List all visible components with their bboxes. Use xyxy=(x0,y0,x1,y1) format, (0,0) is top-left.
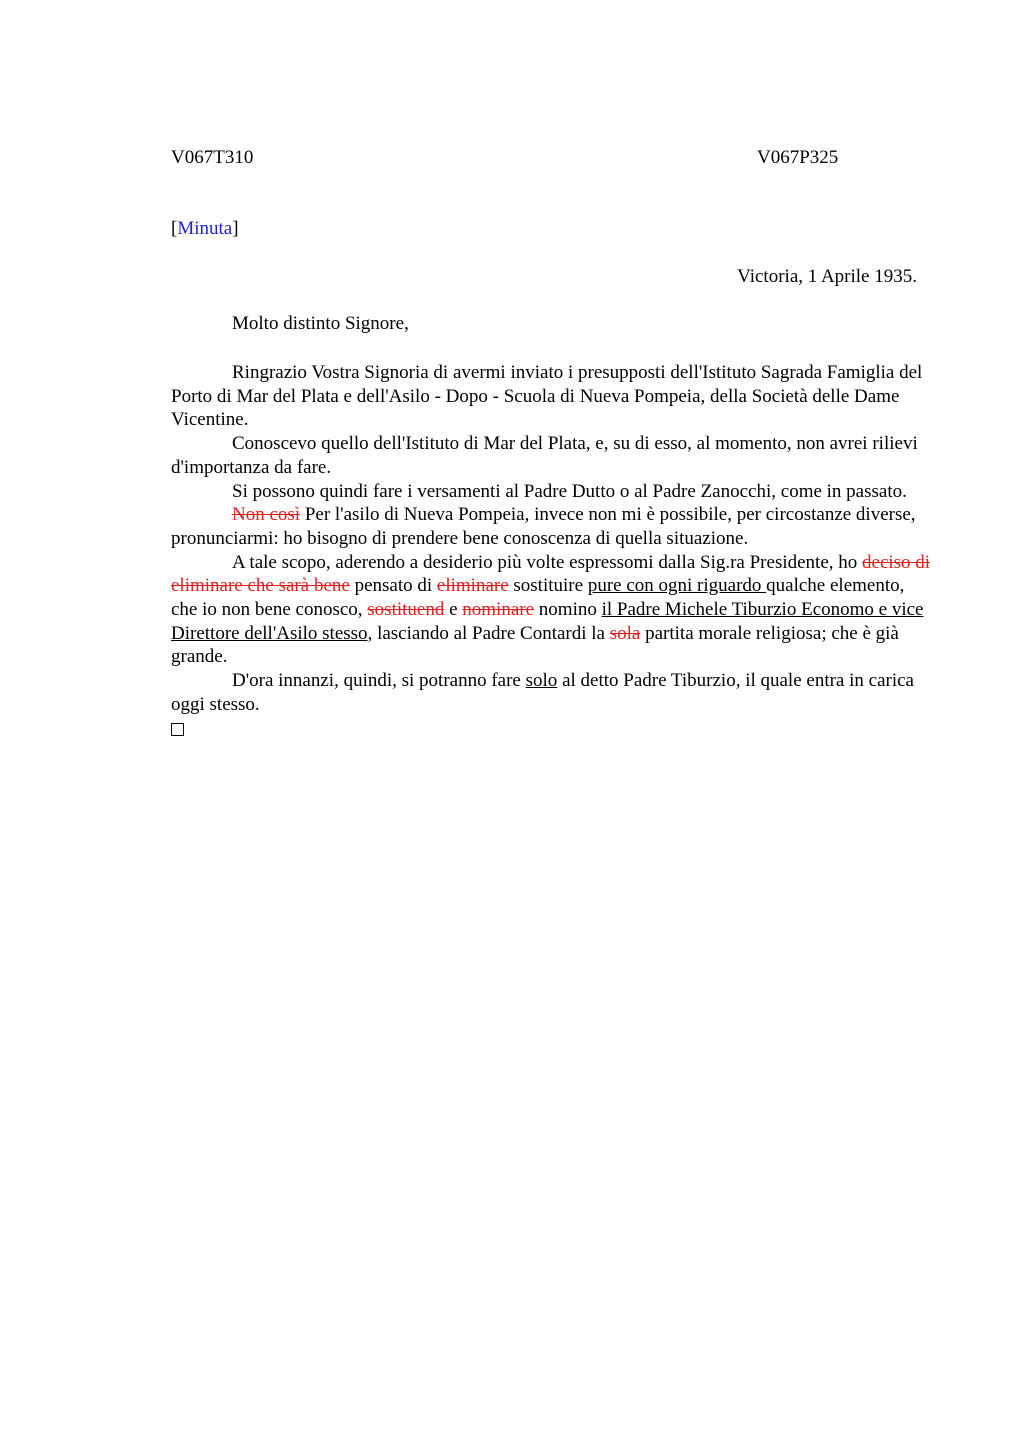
deleted-text: eliminare xyxy=(436,575,509,597)
paragraph-5 xyxy=(171,551,931,670)
document-reference-right: V067P325 xyxy=(757,147,839,168)
paragraph-text: , lasciando al Padre Contardi la xyxy=(367,622,610,644)
paragraph-text: nomino xyxy=(534,599,602,621)
paragraph-text: qualche elemento, che io non bene conosco, xyxy=(171,575,905,621)
bracket-open: [ xyxy=(171,218,178,239)
letter-body xyxy=(171,361,931,736)
paragraph-3: Si possono quindi fare i versamenti al Padre Dutto o al Padre Zanocchi, come in passato. xyxy=(232,480,907,502)
letter-date: Victoria, 1 Aprile 1935. xyxy=(737,266,917,287)
minuta-text: Minuta xyxy=(177,218,233,239)
deleted-text: deciso di eliminare che sarà bene xyxy=(171,551,931,597)
deleted-text: Non così xyxy=(232,504,301,526)
paragraph-2: Conoscevo quello dell'Istituto di Mar del Plata, e, su di esso, al momento, non avrei rilievi d'importanza da fare. xyxy=(171,433,918,478)
document-reference-left: V067T310 xyxy=(171,147,254,168)
paragraph-text: sostituire xyxy=(508,575,588,597)
paragraph-text: D'ora innanzi, quindi, si potranno fare xyxy=(232,670,526,692)
bracket-close: ] xyxy=(232,218,239,239)
paragraph-text: A tale scopo, aderendo a desiderio più volte espressomi dalla Sig.ra Presidente, ho xyxy=(232,551,863,573)
deleted-text: nominare xyxy=(462,599,535,621)
deleted-text: sola xyxy=(609,622,641,644)
salutation: Molto distinto Signore, xyxy=(232,313,409,334)
inserted-text: solo xyxy=(525,670,558,692)
paragraph-text: e xyxy=(444,599,463,621)
paragraph-1: Ringrazio Vostra Signoria di avermi inviato i presupposti dell'Istituto Sagrada Famiglia del Porto di Mar del Plata e dell'Asilo - Dopo - Scuola di Nueva Pompeia, della Società delle Dame Vicentine. xyxy=(171,362,923,431)
inserted-text: pure con ogni riguardo xyxy=(587,575,767,597)
paragraph-4 xyxy=(171,503,931,550)
paragraph-text: Per l'asilo di Nueva Pompeia, invece non mi è possibile, per circostanze diverse, pronunciarmi: ho bisogno di prendere bene conoscenza di quella situazione. xyxy=(171,504,916,549)
paragraph-text: al detto Padre Tiburzio, il quale entra in carica oggi stesso. xyxy=(171,670,914,715)
end-of-document-box-icon xyxy=(171,723,184,736)
minuta-label xyxy=(171,218,239,240)
deleted-text: sostituend xyxy=(367,599,445,621)
inserted-text: il Padre Michele Tiburzio Economo e vice Direttore dell'Asilo stesso xyxy=(171,599,924,644)
paragraph-text: partita morale religiosa; che è già grande. xyxy=(171,622,899,668)
paragraph-text: pensato di xyxy=(349,575,437,597)
paragraph-6 xyxy=(171,669,931,716)
